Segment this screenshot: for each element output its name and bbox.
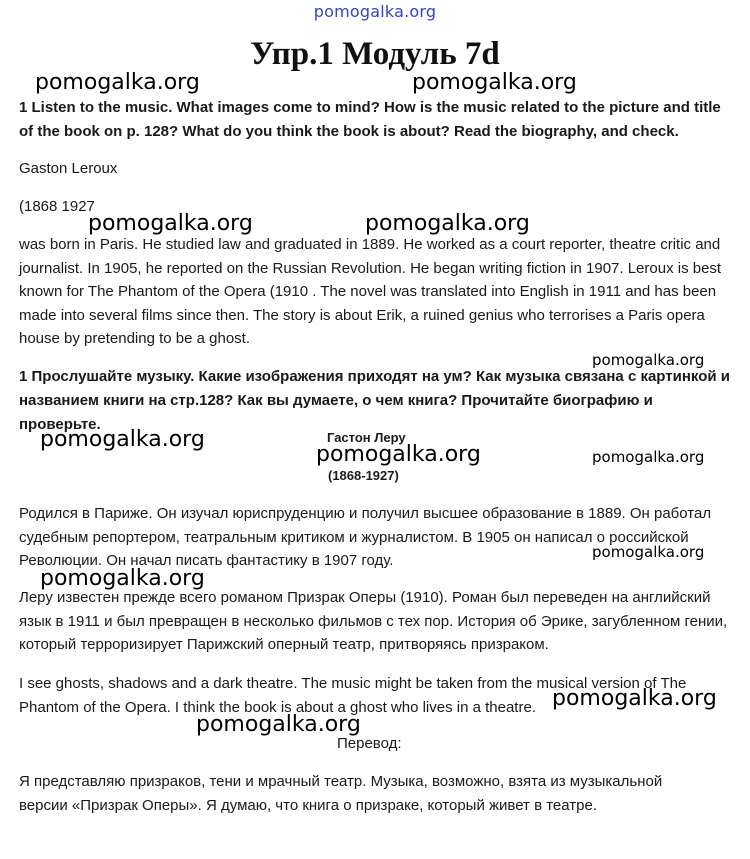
author-name-russian: Гастон Леру <box>327 430 406 445</box>
author-years: (1868 1927 <box>19 198 95 215</box>
translation-label: Перевод: <box>337 735 402 752</box>
watermark: pomogalka.org <box>365 211 530 236</box>
site-header-link[interactable]: pomogalka.org <box>313 2 437 21</box>
author-name: Gaston Leroux <box>19 160 118 177</box>
watermark: pomogalka.org <box>552 686 717 711</box>
watermark: pomogalka.org <box>592 448 705 466</box>
answer-russian: Я представляю призраков, тени и мрачный театр. Музыка, возможно, взята из музыкальной версии «Призрак Оперы». Я думаю, что книга о призраке, который живет в театре. <box>19 773 663 814</box>
watermark: pomogalka.org <box>196 712 361 737</box>
watermark: pomogalka.org <box>35 70 200 95</box>
answer-english: I see ghosts, shadows and a dark theatre. The music might be taken from the musical version of The Phantom of the Opera. I think the book is about a ghost who lives in a theatre. <box>19 675 687 716</box>
watermark: pomogalka.org <box>592 543 705 561</box>
biography-russian-2: Леру известен прежде всего романом Призрак Оперы (1910). Роман был переведен на английский язык в 1911 и был превращен в несколько фильмов с тех пор. История об Эрике, загубленном гении, который терроризирует Парижский оперный театр, притворяясь призраком. <box>19 589 728 653</box>
watermark: pomogalka.org <box>40 566 205 591</box>
task-russian: 1 Прослушайте музыку. Какие изображения приходят на ум? Как музыка связана с картинкой и названием книги на стр.128? Как вы думаете, о чем книга? Прочитайте биографию и проверьте. <box>19 368 730 433</box>
page-title: Упр.1 Модуль 7d <box>250 36 500 72</box>
author-years-russian: (1868-1927) <box>328 468 399 483</box>
biography-english: was born in Paris. He studied law and graduated in 1889. He worked as a court reporter, theatre critic and journalist. In 1905, he reported on the Russian Revolution. He began writing fiction in 1907. Leroux is best known for The Phantom of the Opera (1910 . The novel was translated into English in 1911 and has been made into several films since then. The story is about Erik, a ruined genius who terrorises a Paris opera house by pretending to be a ghost. <box>19 236 722 347</box>
biography-russian-1: Родился в Париже. Он изучал юриспруденцию и получил высшее образование в 1889. Он работал судебным репортером, театральным критиком и журналистом. В 1905 он написал о российской Революции. Он начал писать фантастику в 1907 году. <box>19 505 712 569</box>
watermark: pomogalka.org <box>412 70 577 95</box>
watermark: pomogalka.org <box>88 211 253 236</box>
watermark: pomogalka.org <box>40 427 205 452</box>
watermark: pomogalka.org <box>592 351 705 369</box>
task-english: 1 Listen to the music. What images come to mind? How is the music related to the picture and title of the book on p. 128? What do you think the book is about? Read the biography, and check. <box>19 99 721 140</box>
watermark: pomogalka.org <box>316 442 481 467</box>
